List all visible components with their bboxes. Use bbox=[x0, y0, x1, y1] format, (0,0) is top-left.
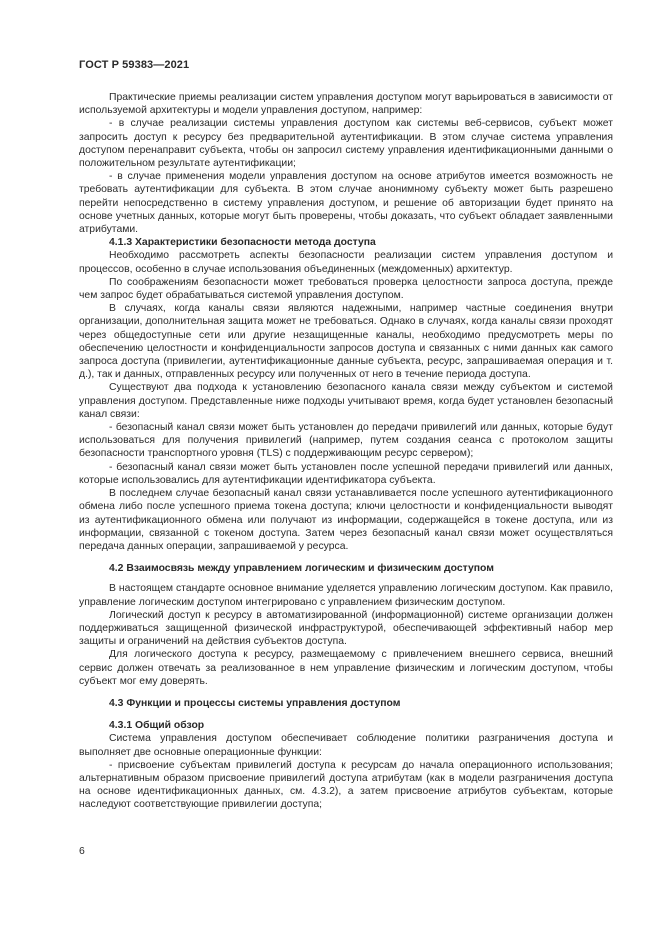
page-number: 6 bbox=[79, 846, 85, 857]
paragraph: В последнем случае безопасный канал связи устанавливается после успешного аутентификационного обмена либо после успешного приема токена доступа; ключи целостности и конфиденциальности выводят из аутентификационного обмена или получают из информации, содержащейся в токене доступа, или из информации, связанной с токеном доступа. Затем через безопасный канал связи может осуществляться передача данных операции, запрашиваемой у ресурса. bbox=[79, 488, 613, 552]
section-heading-4-1-3: 4.1.3 Характеристики безопасности метода доступа bbox=[109, 237, 376, 249]
paragraph: В случаях, когда каналы связи являются надежными, например частные соединения внутри организации, дополнительная защита может не требоваться. Однако в случаях, когда каналы связи проходят через общедоступные сети или другие незащищенные каналы, необходимо предусмотреть меры по обеспечению целостности и конфиденциальности запросов доступа и связанных с ними данных как самого запроса доступа (привилегии, аутентификационные данные субъекта, ресурс, запрашиваемая операция и т. д.), так и данных, отправленных ресурсу или полученных от него в течение периода доступа. bbox=[79, 303, 613, 381]
list-item: - безопасный канал связи может быть установлен до передачи привилегий или данных, которые будут использоваться для получения привилегий (например, путем создания сеанса с протоколом защиты безопасности транспортного уровня (TLS) с поддерживающим ресурс сервером); bbox=[79, 422, 613, 460]
document-header-code: ГОСТ Р 59383—2021 bbox=[79, 59, 190, 71]
document-body bbox=[79, 91, 613, 812]
section-heading-4-3: 4.3 Функции и процессы системы управления доступом bbox=[109, 697, 401, 709]
section-heading-4-2: 4.2 Взаимосвязь между управлением логическим и физическим доступом bbox=[109, 563, 494, 575]
list-item: - безопасный канал связи может быть установлен после успешной передачи привилегий или данных, которые использовались для аутентификации идентификатора субъекта. bbox=[79, 461, 613, 486]
paragraph: Для логического доступа к ресурсу, размещаемому с привлечением внешнего сервиса, внешний сервис должен отвечать за реализованное в нем управление физическим и логическим доступом, чтобы субъект мог ему доверять. bbox=[79, 649, 613, 687]
paragraph: Логический доступ к ресурсу в автоматизированной (информационной) системе организации должен поддерживаться защищенной физической инфраструктурой, обеспечивающей эффективный набор мер защиты и ограничений на действия субъектов доступа. bbox=[79, 609, 613, 648]
paragraph: В настоящем стандарте основное внимание уделяется управлению логическим доступом. Как правило, управление логическим доступом интегрировано с управлением физическим доступом. bbox=[79, 583, 613, 608]
paragraph: По соображениям безопасности может требоваться проверка целостности запроса доступа, прежде чем запрос будет обрабатываться системой управления доступом. bbox=[79, 276, 613, 302]
paragraph: Необходимо рассмотреть аспекты безопасности реализации систем управления доступом и процессов, особенно в случае использования объединенных (междоменных) архитектур. bbox=[79, 250, 613, 275]
list-item: - присвоение субъектам привилегий доступа к ресурсам до начала операционного использования; альтернативным образом присвоение привилегий доступа атрибутам (как в модели разграничения доступа на основе идентификационных данных, см. 4.3.2), а затем присвоение атрибутов субъектам, которые наследуют соответствующие привилегии доступа; bbox=[79, 759, 613, 811]
paragraph: Система управления доступом обеспечивает соблюдение политики разграничения доступа и выполняет две основные операционные функции: bbox=[79, 733, 613, 758]
paragraph: Практические приемы реализации систем управления доступом могут варьироваться в зависимости от используемой архитектуры и модели управления доступом, например: bbox=[79, 92, 613, 117]
paragraph: Существуют два подхода к установлению безопасного канала связи между субъектом и системой управления доступом. Представленные ниже подходы учитывают время, когда будет установлен безопасный канал связи: bbox=[79, 382, 613, 420]
list-item: - в случае реализации системы управления доступом как системы веб-сервисов, субъект может запросить доступ к ресурсу без предварительной аутентификации. В этом случае система управления доступом перенаправит субъекта, чтобы он запросил систему управления идентификационными данными о положительном результате аутентификации; bbox=[79, 118, 613, 170]
list-item: - в случае применения модели управления доступом на основе атрибутов имеется возможность не требовать аутентификации для субъекта. В этом случае анонимному субъекту может быть разрешено перейти непосредственно в систему управления доступом, и решение об авторизации будет принято на основе учетных данных, которые могут быть проверены, чтобы доказать, что субъект обладает заявленными атрибутами. bbox=[79, 171, 613, 236]
section-heading-4-3-1: 4.3.1 Общий обзор bbox=[109, 720, 205, 732]
